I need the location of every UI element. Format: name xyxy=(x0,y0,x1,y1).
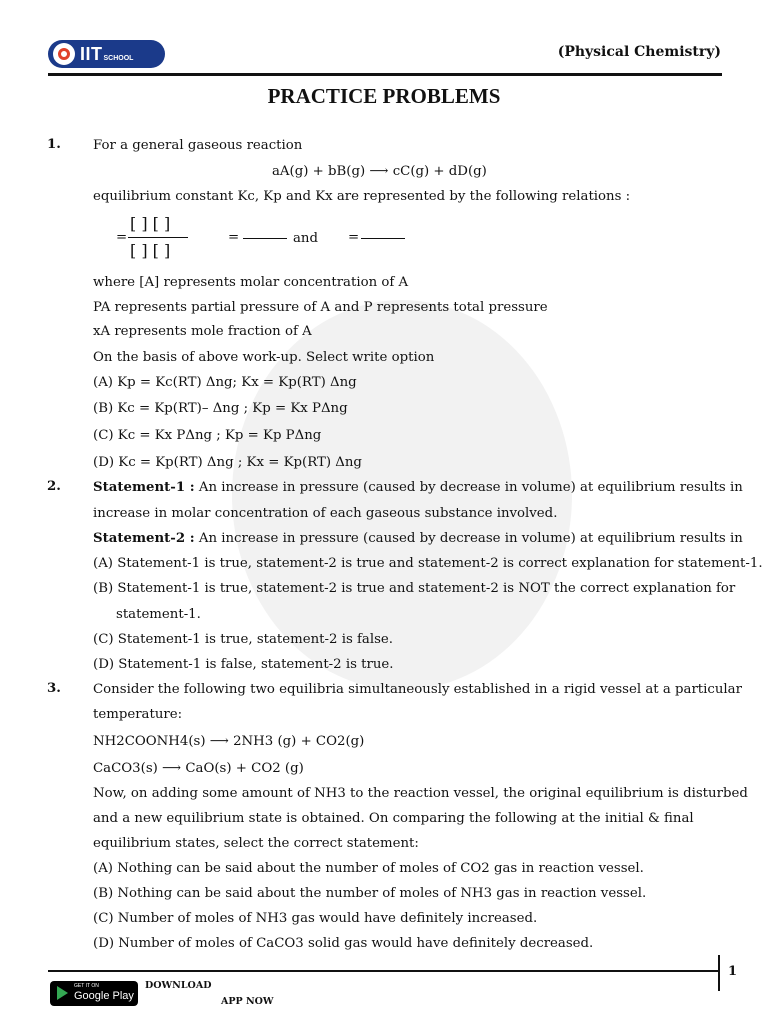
q1-option-c: (C) Kc = Kx PΔng ; Kp = Kp PΔng xyxy=(93,428,322,443)
q2-option-b-cont: statement-1. xyxy=(116,607,201,622)
q3-option-b: (B) Nothing can be said about the number of moles of NH3 gas in reaction vessel. xyxy=(93,886,647,901)
header-rule xyxy=(48,73,722,76)
q3-option-d: (D) Number of moles of CaCO3 solid gas would have definitely decreased. xyxy=(93,936,594,951)
q2-s2-text: An increase in pressure (caused by decrease in volume) at equilibrium results in xyxy=(194,531,743,546)
q2-option-a: (A) Statement-1 is true, statement-2 is true and statement-2 is correct explanation for statement-1. xyxy=(93,556,763,571)
q1-frac-top: [ ] [ ] xyxy=(130,214,171,233)
iit-school-logo xyxy=(48,40,165,68)
logo-mark-icon xyxy=(53,43,75,65)
q3-option-a: (A) Nothing can be said about the number of moles of CO2 gas in reaction vessel. xyxy=(93,861,644,876)
q2-s1-text-cont: increase in molar concentration of each gaseous substance involved. xyxy=(93,506,558,521)
q1-eq-sign-3: = xyxy=(348,230,360,245)
play-icon xyxy=(57,986,68,1000)
q1-frac-bar-2 xyxy=(243,238,287,239)
q2-s1-label: Statement-1 : xyxy=(93,480,195,495)
q1-frac-bar-3 xyxy=(361,238,405,239)
q3-option-c: (C) Number of moles of NH3 gas would have definitely increased. xyxy=(93,911,538,926)
q3-para-1: Now, on adding some amount of NH3 to the reaction vessel, the original equilibrium is disturbed xyxy=(93,786,748,801)
page-title: PRACTICE PROBLEMS xyxy=(267,84,501,108)
q2-option-d: (D) Statement-1 is false, statement-2 is true. xyxy=(93,657,394,672)
download-label: DOWNLOAD xyxy=(145,980,212,991)
app-now-label: APP NOW xyxy=(221,996,274,1007)
q2-option-b: (B) Statement-1 is true, statement-2 is true and statement-2 is NOT the correct explanation for xyxy=(93,581,736,596)
logo-subtext: SCHOOL xyxy=(103,54,134,62)
q1-eq-sign-1: = xyxy=(116,230,128,245)
google-play-badge[interactable] xyxy=(50,981,138,1006)
q1-eq-sign-2: = xyxy=(228,230,240,245)
subject-label: (Physical Chemistry) xyxy=(557,44,721,60)
q1-and: and xyxy=(293,231,319,246)
gplay-big-text: Google Play xyxy=(74,990,134,1002)
q1-option-a: (A) Kp = Kc(RT) Δng; Kx = Kp(RT) Δng xyxy=(93,375,357,390)
q1-where-4: On the basis of above work-up. Select write option xyxy=(93,350,435,365)
q1-where-2: PA represents partial pressure of A and P represents total pressure xyxy=(93,300,548,315)
q3-line-1: Consider the following two equilibria simultaneously established in a rigid vessel at a particular xyxy=(93,682,742,697)
q3-line-2: temperature: xyxy=(93,707,183,722)
q2-s1-text: An increase in pressure (caused by decrease in volume) at equilibrium results in xyxy=(194,480,743,495)
q3-equilibrium-1: NH2COONH4(s) ⟶ 2NH3 (g) + CO2(g) xyxy=(93,734,365,749)
gplay-small-text: GET IT ON xyxy=(74,983,99,989)
q1-reaction: aA(g) + bB(g) ⟶ cC(g) + dD(g) xyxy=(272,164,487,179)
q1-intro: For a general gaseous reaction xyxy=(93,138,303,153)
q2-option-c: (C) Statement-1 is true, statement-2 is false. xyxy=(93,632,394,647)
footer-vertical-rule xyxy=(718,955,720,991)
q3-para-2: and a new equilibrium state is obtained. On comparing the following at the initial & final xyxy=(93,811,694,826)
q1-frac-bottom: [ ] [ ] xyxy=(130,241,171,260)
q2-s2-label: Statement-2 : xyxy=(93,531,195,546)
question-number-1: 1. xyxy=(47,137,61,152)
q1-where-3: xA represents mole fraction of A xyxy=(93,324,312,339)
page-number: 1 xyxy=(728,964,738,979)
q1-relations: equilibrium constant Kc, Kp and Kx are represented by the following relations : xyxy=(93,189,631,204)
q2-statement-2 xyxy=(93,530,743,548)
question-number-2: 2. xyxy=(47,479,61,494)
q1-option-d: (D) Kc = Kp(RT) Δng ; Kx = Kp(RT) Δng xyxy=(93,455,362,470)
q2-statement-1 xyxy=(93,479,743,497)
q3-para-3: equilibrium states, select the correct statement: xyxy=(93,836,419,851)
question-number-3: 3. xyxy=(47,681,61,696)
q1-frac-bar-1 xyxy=(128,237,188,238)
q3-equilibrium-2: CaCO3(s) ⟶ CaO(s) + CO2 (g) xyxy=(93,761,304,776)
logo-text: IIT xyxy=(80,43,103,64)
footer-rule xyxy=(48,970,720,972)
q1-option-b: (B) Kc = Kp(RT)– Δng ; Kp = Kx PΔng xyxy=(93,401,348,416)
q1-where-1: where [A] represents molar concentration of A xyxy=(93,275,409,290)
